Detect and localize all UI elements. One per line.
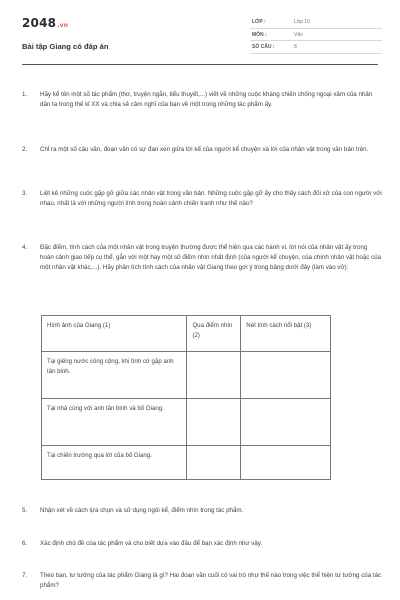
table-cell xyxy=(241,352,331,399)
document-header xyxy=(18,14,382,64)
table-cell xyxy=(187,446,241,480)
question-text: Chỉ ra một số câu văn, đoạn văn có sự đan xen giữa lời kể của người kể chuyện và lời của nhân vật trong văn bản trên. xyxy=(40,146,369,153)
question-text: Theo bạn, tư tưởng của tác phẩm Giang là gì? Hai đoạn văn cuối có vai trò như thế nào trong việc thể hiện tư tưởng của tác phẩm? xyxy=(40,572,382,590)
table-cell xyxy=(241,399,331,446)
question-number: 6. xyxy=(22,540,28,547)
table-cell xyxy=(187,399,241,446)
logo-main: 2048 xyxy=(22,16,57,30)
meta-box xyxy=(250,16,382,54)
meta-key-count: SỐ CÂU : xyxy=(252,44,275,50)
table-cell: Tại chiến trường qua lời của bố Giang. xyxy=(42,446,187,480)
table-cell: Tại nhà cùng với anh tân binh và bố Giang. xyxy=(42,399,187,446)
site-logo[interactable] xyxy=(22,16,68,30)
question-number: 5. xyxy=(22,507,28,514)
question-number: 1. xyxy=(22,91,28,98)
question-number: 2. xyxy=(22,146,28,153)
meta-value-count: 8 xyxy=(294,44,297,50)
table-row xyxy=(42,446,331,480)
meta-value-grade: Lớp 10 xyxy=(294,19,310,25)
header-divider xyxy=(22,64,378,65)
table-cell xyxy=(241,446,331,480)
meta-row-count xyxy=(250,41,382,54)
question-text: Nhận xét về cách lựa chọn và sử dụng ngôi kể, điểm nhìn trong tác phẩm. xyxy=(40,507,244,514)
meta-key-grade: LỚP : xyxy=(252,19,266,25)
meta-key-subject: MÔN : xyxy=(252,31,267,38)
table-header-cell: Hình ảnh của Giang (1) xyxy=(42,316,187,352)
question-text: Đặc điểm, tính cách của một nhân vật trong truyện thường được thể hiện qua các hành vi, lời nói của nhân vật ấy trong hoàn cảnh giao tiếp cụ thể, gắn với một hay một số điểm nhìn nhất định (của người kể chuyện, của chính nhân vật hoặc của một nhân vật khác,...). Hãy phân tích tính cách của nhân vật Giang theo gợi ý trong bảng dưới đây (làm vào vở): xyxy=(40,244,382,272)
logo-tld: .vn xyxy=(57,22,69,29)
question-number: 7. xyxy=(22,572,28,579)
document-title: Bài tập Giang có đáp án xyxy=(22,42,109,51)
character-analysis-table xyxy=(41,315,331,480)
meta-value-subject: Văn xyxy=(294,31,303,38)
table-row xyxy=(42,352,331,399)
question-text: Liệt kê những cuộc gặp gỡ giữa các nhân vật trong văn bản. Những cuộc gặp gỡ ấy cho thấy cách đối xử của con người với nhau, nhất là với những người lính trong hoàn cảnh chiến tranh như thế nào? xyxy=(40,190,382,208)
table-header-cell: Qua điểm nhìn (2) xyxy=(187,316,241,352)
table-cell: Tại giếng nước công cộng, khi tình cờ gặp anh tân binh. xyxy=(42,352,187,399)
meta-row-grade xyxy=(250,16,382,29)
table-header-row xyxy=(42,316,331,352)
question-number: 3. xyxy=(22,190,28,197)
question-text: Hãy kể tên một số tác phẩm (thơ, truyện ngắn, tiểu thuyết,...) viết về những cuộc kháng chiến chống ngoại xâm của nhân dân ta trong thế kỉ XX và chia sẻ cảm nghĩ của bạn về một trong những tác phẩm ấy. xyxy=(40,91,373,109)
table-row xyxy=(42,399,331,446)
table-header-cell: Nét tính cách nổi bật (3) xyxy=(241,316,331,352)
question-number: 4. xyxy=(22,244,28,251)
table-cell xyxy=(187,352,241,399)
meta-row-subject xyxy=(250,29,382,42)
question-text: Xác định chủ đề của tác phẩm và cho biết dựa vào đâu để bạn xác định như vậy. xyxy=(40,540,263,547)
